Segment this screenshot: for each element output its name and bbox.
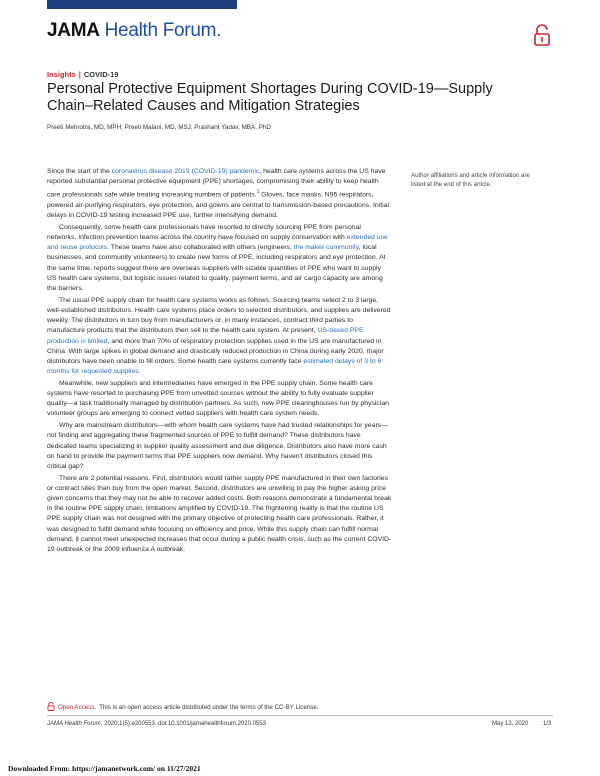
open-access-label[interactable]: Open Access. bbox=[58, 704, 97, 711]
journal-logo[interactable] bbox=[47, 20, 221, 42]
paragraph: Meanwhile, new suppliers and intermediaries have emerged in the PPE supply chain. Some health care systems have resorted to purchasing PPE from unvetted sources without the ability to fully evaluate supplier quality—a task traditionally managed by distribution partners. As such, new PPE clearinghouses run by physician volunteer groups are emerging to connect vetted suppliers with health care system needs. bbox=[47, 379, 389, 418]
kicker-separator: | bbox=[78, 70, 81, 79]
paragraph: There are 2 potential reasons. First, distributors would rather supply PPE manufactured in their own factories or contract sites than buy from the open market. Second, distributors are unwilling to pay the higher asking price given concerns that they may not be able to recover added costs. Both reasons demonstrate a fundamental break in the routine PPE supply chain, limitations amplified by COVID-19. The frightening reality is that the routine US PPE supply chain was not designed with the primary objective of protecting health care professionals. Rather, it was designed to fulfill demand while focusing on efficiency and price. While this supply chain can fulfill normal demand, it cannot meet unexpected increases that occur during a public health crisis, such as the current COVID-19 outbreak or the 2009 influenza A outbreak. bbox=[47, 474, 392, 554]
maker-community-link[interactable]: the maker community bbox=[293, 244, 359, 252]
footer-divider bbox=[47, 715, 553, 716]
unlock-icon[interactable] bbox=[532, 24, 552, 46]
article-title: Personal Protective Equipment Shortages During COVID-19—Supply Chain–Related Causes and Mitigation Strategies bbox=[47, 81, 493, 114]
section-label[interactable]: Insights bbox=[47, 70, 76, 79]
citation bbox=[47, 721, 266, 727]
ppe-production-link[interactable]: US-based PPE production is limited bbox=[47, 327, 364, 345]
delays-link[interactable]: estimated delays of 3 to 6 months for requested supplies bbox=[47, 357, 382, 376]
author-list: Preeti Mehrotra, MD, MPH; Preeti Malani, MD, MSJ; Prashant Yadav, MBA, PhD bbox=[47, 124, 271, 131]
page-number: 1/3 bbox=[543, 721, 552, 727]
top-color-bar bbox=[47, 0, 237, 9]
citation-details: 2020;1(5):e200553. doi:10.1001/jamahealthforum.2020.0553 bbox=[102, 721, 266, 727]
open-access-notice bbox=[47, 702, 319, 713]
publication-date: May 12, 2020 bbox=[492, 721, 529, 727]
reuse-protocols-link[interactable]: extended use and reuse protocols bbox=[47, 234, 388, 252]
journal-name: JAMA Health Forum. bbox=[47, 721, 103, 727]
covid-link[interactable]: coronavirus disease 2019 (COVID-19) pandemic bbox=[111, 168, 260, 175]
logo-subtitle: Health Forum. bbox=[104, 20, 222, 41]
article-body bbox=[47, 167, 392, 557]
reference-superscript[interactable]: 1 bbox=[256, 189, 260, 196]
paragraph: Since the start of the coronavirus disease 2019 (COVID-19) pandemic, health care systems across the US have reported substantial personal protective equipment (PPE) shortages, compromising their ability to keep health care professionals safe while treating increasing numbers of patients.$^1$ Gloves, face masks, N95 respirators, powered air-purifying respirators, eye protection, and gowns are central to transmission-based precautions. Initial delays in COVID-19 testing increased PPE use, further intensifying demand. bbox=[47, 168, 389, 220]
license-text: This is an open access article distributed under the terms of the CC-BY License. bbox=[99, 704, 319, 711]
article-kicker bbox=[47, 70, 118, 79]
open-access-icon bbox=[47, 702, 55, 713]
download-stamp: Downloaded From: https://jamanetwork.com/ on 11/27/2021 bbox=[8, 764, 201, 773]
paragraph: The usual PPE supply chain for health care systems works as follows. Sourcing teams select 2 to 3 large, well-established distributors. Health care systems place orders to selected distributors, and supplies are delivered weekly. The distributors in turn buy from manufacturers or, in many instances, contract third parties to manufacture products that the distributors then sell to the health care system. At present, US-based PPE production is limited, and more than 70% of respiratory protection supplies used in the US are manufactured in China. With large spikes in global demand and drastically reduced production in China during early 2020, major distributors have been unable to fill orders. Some health care systems currently face estimated delays of 3 to 6 months for requested supplies. bbox=[47, 296, 391, 376]
paragraph: Why are mainstream distributors—with whom health care systems have had trusted relationships for years—not finding and aggregating these fragmented sources of PPE to fulfill demand? These distributors have dedicated teams specializing in supplier quality assessment and due diligence. Distributors also have more cash on hand to provide the payment terms that PPE suppliers now demand. Why haven't distributors closed this critical gap? bbox=[47, 422, 389, 470]
author-affiliations-note: Author affiliations and article information are listed at the end of this article. bbox=[411, 172, 530, 188]
paragraph: Consequently, some health care professionals have resorted to directly sourcing PPE from personal networks. Infection prevention teams across the country have focused on supply conservation with extended use and reuse protocols. These teams have also collaborated with others (engineers, the maker community, local businesses, and community volunteers) to create new forms of PPE, including respirators and eye protection. At the same time, reports suggest there are overseas suppliers with sizable quantities of PPE who want to supply US health care systems, but logistic issues related to quality, payment terms, and air cargo capacity are among the barriers. bbox=[47, 223, 388, 293]
logo-brand: JAMA bbox=[47, 20, 100, 41]
topic-label[interactable]: COVID-19 bbox=[83, 70, 119, 79]
